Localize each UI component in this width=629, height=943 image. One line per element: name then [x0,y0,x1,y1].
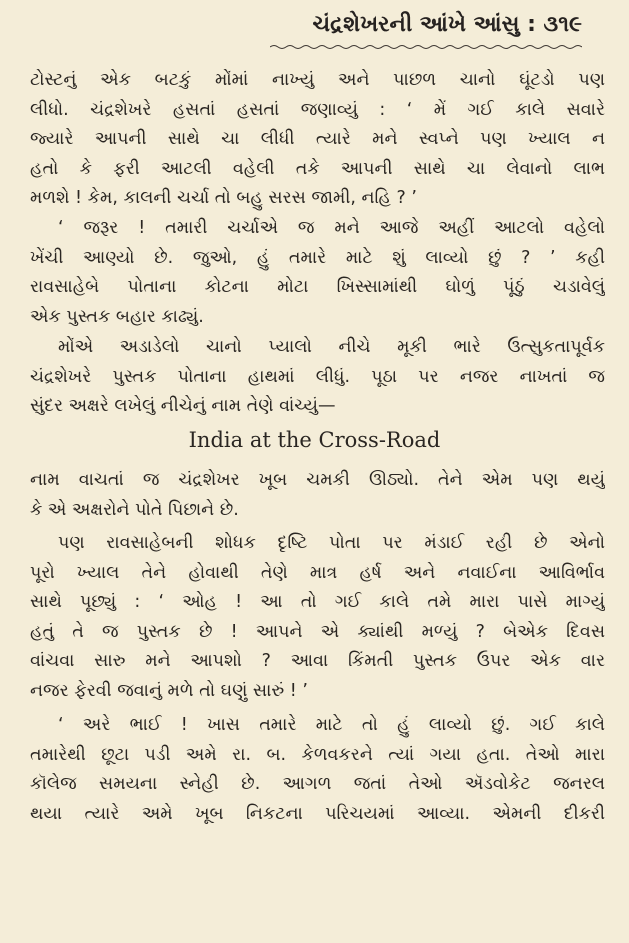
paragraph-5 [30,529,605,707]
text-line: જ્યારે આપની સાથે ચા લીધી ત્યારે મને સ્વપ્ને પણ ખ્યાલ ન [30,129,605,150]
text-line: વાંચવા સારુ મને આપશો ? આવા કિંમતી પુસ્તક ઉપર એક વાર [30,651,605,672]
text-line: ‘ જરૂર ! તમારી ચર્ચાએ જ મને આજે અહીં આટલો વહેલો [58,218,605,238]
text-line: ટોસ્ટનું એક બટકું મોંમાં નાખ્યું અને પાછળ ચાનો ઘૂંટડો પણ [30,70,605,90]
header-ornament-rule [270,44,582,50]
text-line: પૂરો ખ્યાલ તેને હોવાથી તેણે માત્ર હર્ષ અને નવાઈના આવિર્ભાવ [30,562,605,583]
text-line: થયા ત્યારે અમે ખૂબ નિકટના પરિચયમાં આવ્યા. એમની દીકરી [30,803,605,824]
text-line: કૉલેજ સમયના સ્નેહી છે. આગળ જતાં તેઓ ઍડવોકેટ જનરલ [30,774,605,795]
text-line: એક પુસ્તક બહાર કાઢ્યું. [30,306,204,327]
text-line: સુંદર અક્ષરે લખેલું નીચેનું નામ તેણે વાંચ્યું— [30,396,336,417]
text-line: મોંએ અડાડેલો ચાનો પ્યાલો નીચે મૂકી ભારે ઉત્સુકતાપૂર્વક [58,337,605,357]
text-line: હતો કે ફરી આટલી વહેલી તકે આપની સાથે ચા લેવાનો લાભ [30,158,605,179]
text-line: ચંદ્રશેખરે પુસ્તક પોતાના હાથમાં લીધું. પૂઠા પર નજર નાખતાં જ [30,366,605,387]
paragraph-1 [30,66,605,214]
paragraph-2 [30,214,605,332]
text-line: મળશે ! કેમ, કાલની ચર્ચા તો બહુ સરસ જામી, નહિ ? ’ [30,188,417,209]
paragraph-4 [30,466,605,525]
text-line: નજર ફેરવી જવાનું મળે તો ઘણું સારું ! ’ [30,680,308,701]
text-line: ‘ અરે ભાઈ ! ખાસ તમારે માટે તો હું લાવ્યો છું. ગઈ કાલે [58,715,605,735]
text-line: કે એ અક્ષરોને પોતે પિછાને છે. [30,499,239,520]
paragraph-3 [30,333,605,422]
text-line: રાવસાહેબે પોતાના કોટના મોટા ખિસ્સામાંથી ઘોળું પૂંઠું ચડાવેલું [30,277,605,298]
running-header-title: ચંદ્રશેખરની આંખે આંસુ : ૩૧૯ [312,12,582,37]
running-header [250,10,600,52]
text-line: સાથે પૂછ્યું : ‘ ઓહ ! આ તો ગઈ કાલે તમે મારા પાસે માગ્યું [30,592,605,613]
paragraph-6 [30,711,605,829]
text-line: હતું તે જ પુસ્તક છે ! આપને એ ક્યાંથી મળ્યું ? બેએક દિવસ [30,621,605,642]
text-line: તમારેથી છૂટા પડી અમે રા. બ. કેળવકરને ત્યાં ગયા હતા. તેઓ મારા [30,744,605,765]
book-title: India at the Cross-Road [188,428,441,452]
text-line: નામ વાચતાં જ ચંદ્રશેખર ખૂબ ચમકી ઊઠ્યો. તેને એમ પણ થયું [30,470,605,490]
text-line: ખેંચી આણ્યો છે. જુઓ, હું તમારે માટે શું લાવ્યો છું ? ’ કહી [30,247,605,268]
text-line: લીધો. ચંદ્રશેખરે હસતાં હસતાં જણાવ્યું : ‘ મેં ગઈ કાલે સવારે [30,99,605,120]
text-line: પણ રાવસાહેબની શોધક દૃષ્ટિ પોતા પર મંડાઈ રહી છે એનો [58,533,605,553]
